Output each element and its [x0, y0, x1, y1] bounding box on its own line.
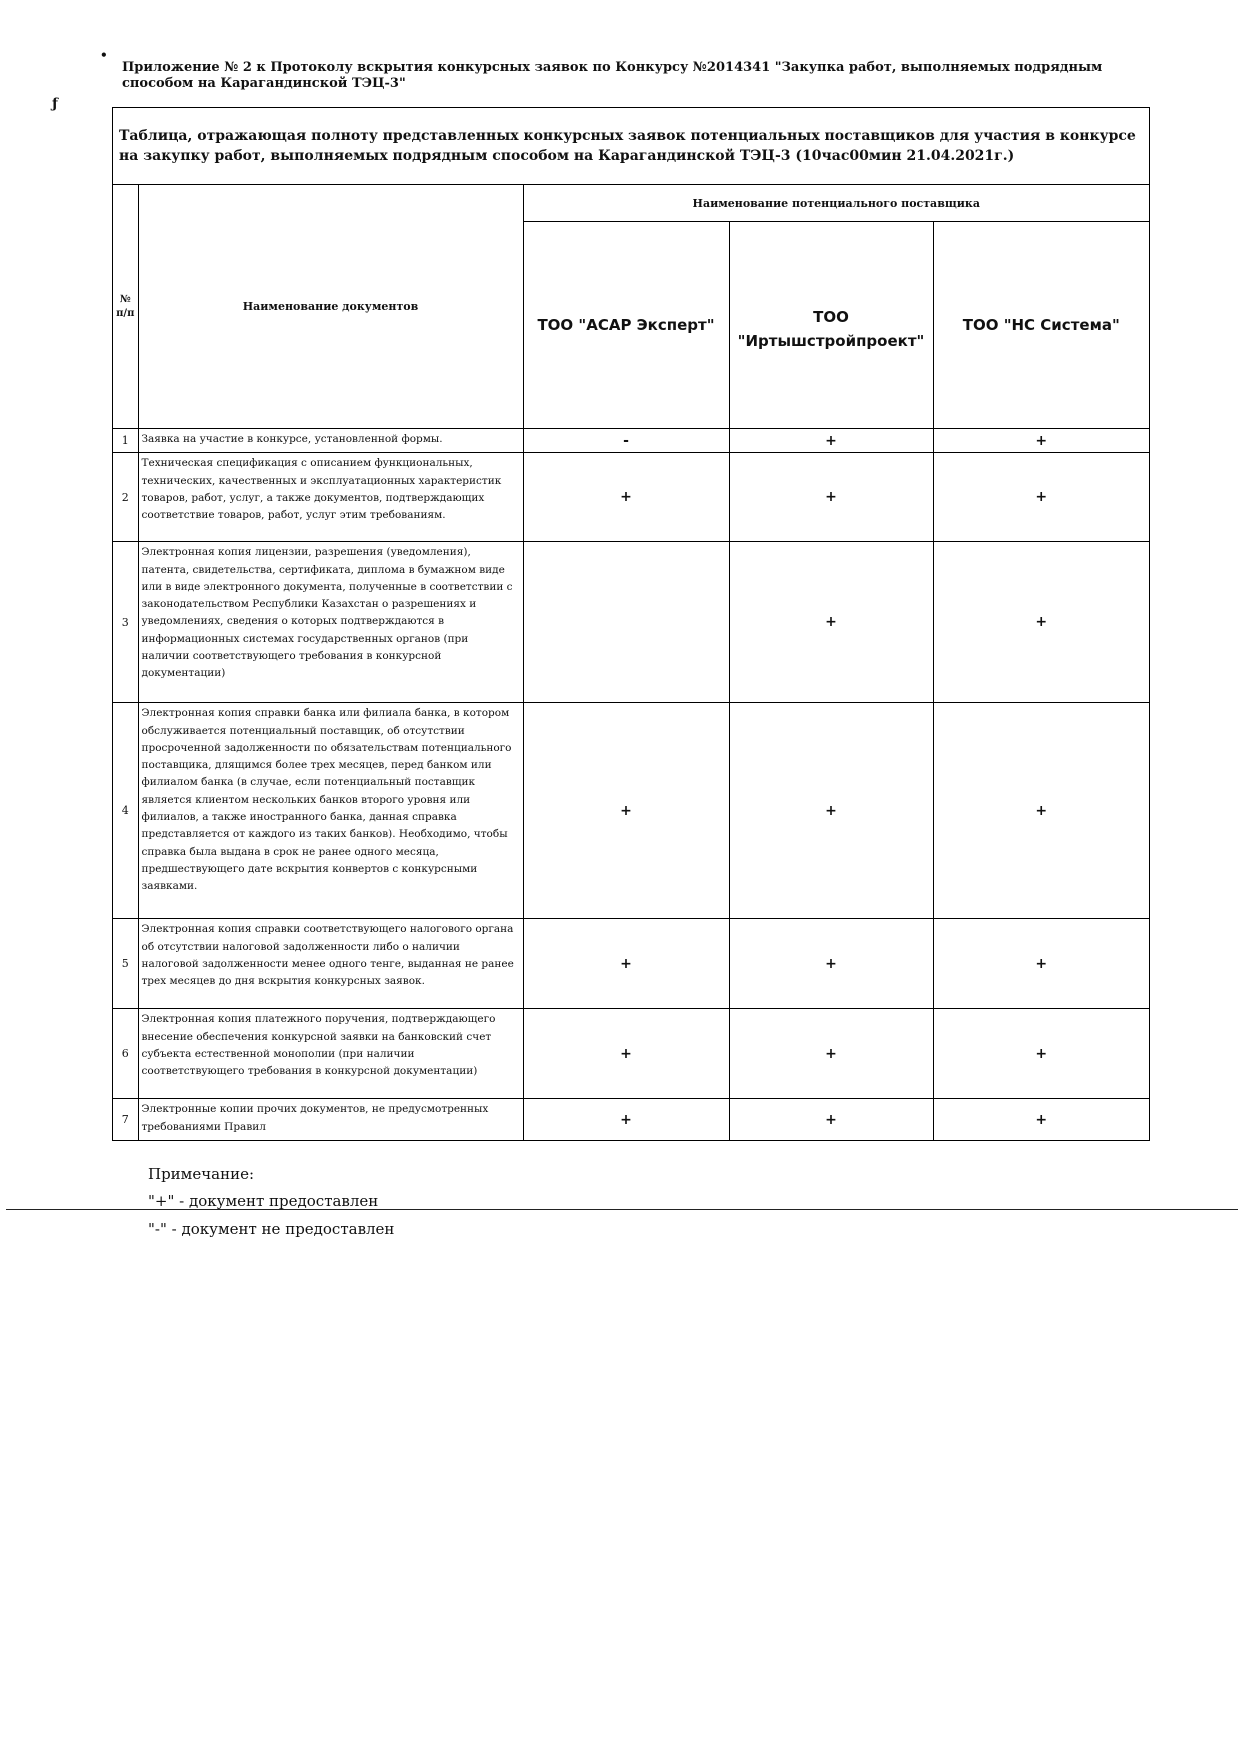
completeness-table [112, 107, 1150, 1141]
row-number: 4 [113, 703, 138, 919]
header-num: № п/п [113, 185, 138, 429]
row-mark: + [729, 1009, 933, 1099]
row-number: 3 [113, 542, 138, 703]
row-mark: + [933, 1009, 1149, 1099]
table-row [113, 453, 1149, 542]
header-supplier: ТОО "Иртышстройпроект" [729, 222, 933, 429]
table-row [113, 703, 1149, 919]
table-row [113, 1099, 1149, 1141]
table-row [113, 1009, 1149, 1099]
row-mark: + [523, 703, 729, 919]
header-supplier: ТОО "АСАР Эксперт" [523, 222, 729, 429]
row-number: 5 [113, 919, 138, 1009]
note-plus: "+" - документ предоставлен [148, 1192, 379, 1210]
scan-mark: • [100, 48, 108, 62]
row-mark: + [729, 429, 933, 453]
row-mark: + [523, 453, 729, 542]
table-title: Таблица, отражающая полноту представленных конкурсных заявок потенциальных поставщиков для участия в конкурсе на закупку работ, выполняемых подрядным способом на Карагандинской ТЭЦ-3 (10час00мин 21.04.2021г.) [113, 108, 1149, 185]
row-mark: + [933, 453, 1149, 542]
row-number: 7 [113, 1099, 138, 1141]
row-mark: + [933, 1099, 1149, 1141]
row-mark: + [933, 919, 1149, 1009]
row-mark: + [729, 453, 933, 542]
table-row [113, 919, 1149, 1009]
row-document: Заявка на участие в конкурсе, установленной формы. [138, 429, 523, 453]
header-supplier: ТОО "НС Система" [933, 222, 1149, 429]
table-row [113, 542, 1149, 703]
row-mark: + [729, 542, 933, 703]
row-document: Электронная копия справки соответствующего налогового органа об отсутствии налоговой задолженности либо о наличии налоговой задолженности менее одного тенге, выданная не ранее трех месяцев до дня вскрытия конкурсных заявок. [138, 919, 523, 1009]
row-mark: + [523, 1009, 729, 1099]
row-mark: + [523, 1099, 729, 1141]
row-mark: + [933, 429, 1149, 453]
row-document: Техническая спецификация с описанием функциональных, технических, качественных и эксплуатационных характеристик товаров, работ, услуг, а также документов, подтверждающих соответствие товаров, работ, услуг этим требованиям. [138, 453, 523, 542]
row-number: 1 [113, 429, 138, 453]
row-mark: + [729, 919, 933, 1009]
note-minus: "-" - документ не предоставлен [148, 1220, 395, 1238]
table-row [113, 429, 1149, 453]
row-document: Электронная копия платежного поручения, подтверждающего внесение обеспечения конкурсной заявки на банковский счет субъекта естественной монополии (при наличии соответствующего требования в конкурсной документации) [138, 1009, 523, 1099]
row-mark: + [933, 703, 1149, 919]
row-mark: - [523, 429, 729, 453]
scan-mark: ƒ [52, 96, 59, 112]
page-heading: Приложение № 2 к Протоколу вскрытия конкурсных заявок по Конкурсу №2014341 "Закупка работ, выполняемых подрядным способом на Карагандинской ТЭЦ-3" [122, 60, 1103, 91]
header-documents: Наименование документов [138, 185, 523, 429]
row-document: Электронная копия лицензии, разрешения (уведомления), патента, свидетельства, сертификата, диплома в бумажном виде или в виде электронного документа, полученные в соответствии с законодательством Республики Казахстан о разрешениях и уведомлениях, сведения о которых подтверждаются в информационных системах государственных органов (при наличии соответствующего требования в конкурсной документации) [138, 542, 523, 703]
row-mark: + [729, 1099, 933, 1141]
row-number: 2 [113, 453, 138, 542]
row-mark: + [523, 919, 729, 1009]
note-label: Примечание: [148, 1165, 255, 1183]
row-number: 6 [113, 1009, 138, 1099]
documents-table [113, 185, 1149, 1141]
row-document: Электронные копии прочих документов, не предусмотренных требованиями Правил [138, 1099, 523, 1141]
row-mark: + [933, 542, 1149, 703]
row-mark [523, 542, 729, 703]
row-mark: + [729, 703, 933, 919]
row-document: Электронная копия справки банка или филиала банка, в котором обслуживается потенциальный поставщик, об отсутствии просроченной задолженности по обязательствам потенциального поставщика, длящимся более трех месяцев, перед банком или филиалом банка (в случае, если потенциальный поставщик является клиентом нескольких банков второго уровня или филиалов, а также иностранного банка, данная справка представляется от каждого из таких банков). Необходимо, чтобы справка была выдана в срок не ранее одного месяца, предшествующего дате вскрытия конвертов с конкурсными заявками. [138, 703, 523, 919]
header-supplier-group: Наименование потенциального поставщика [523, 185, 1149, 222]
